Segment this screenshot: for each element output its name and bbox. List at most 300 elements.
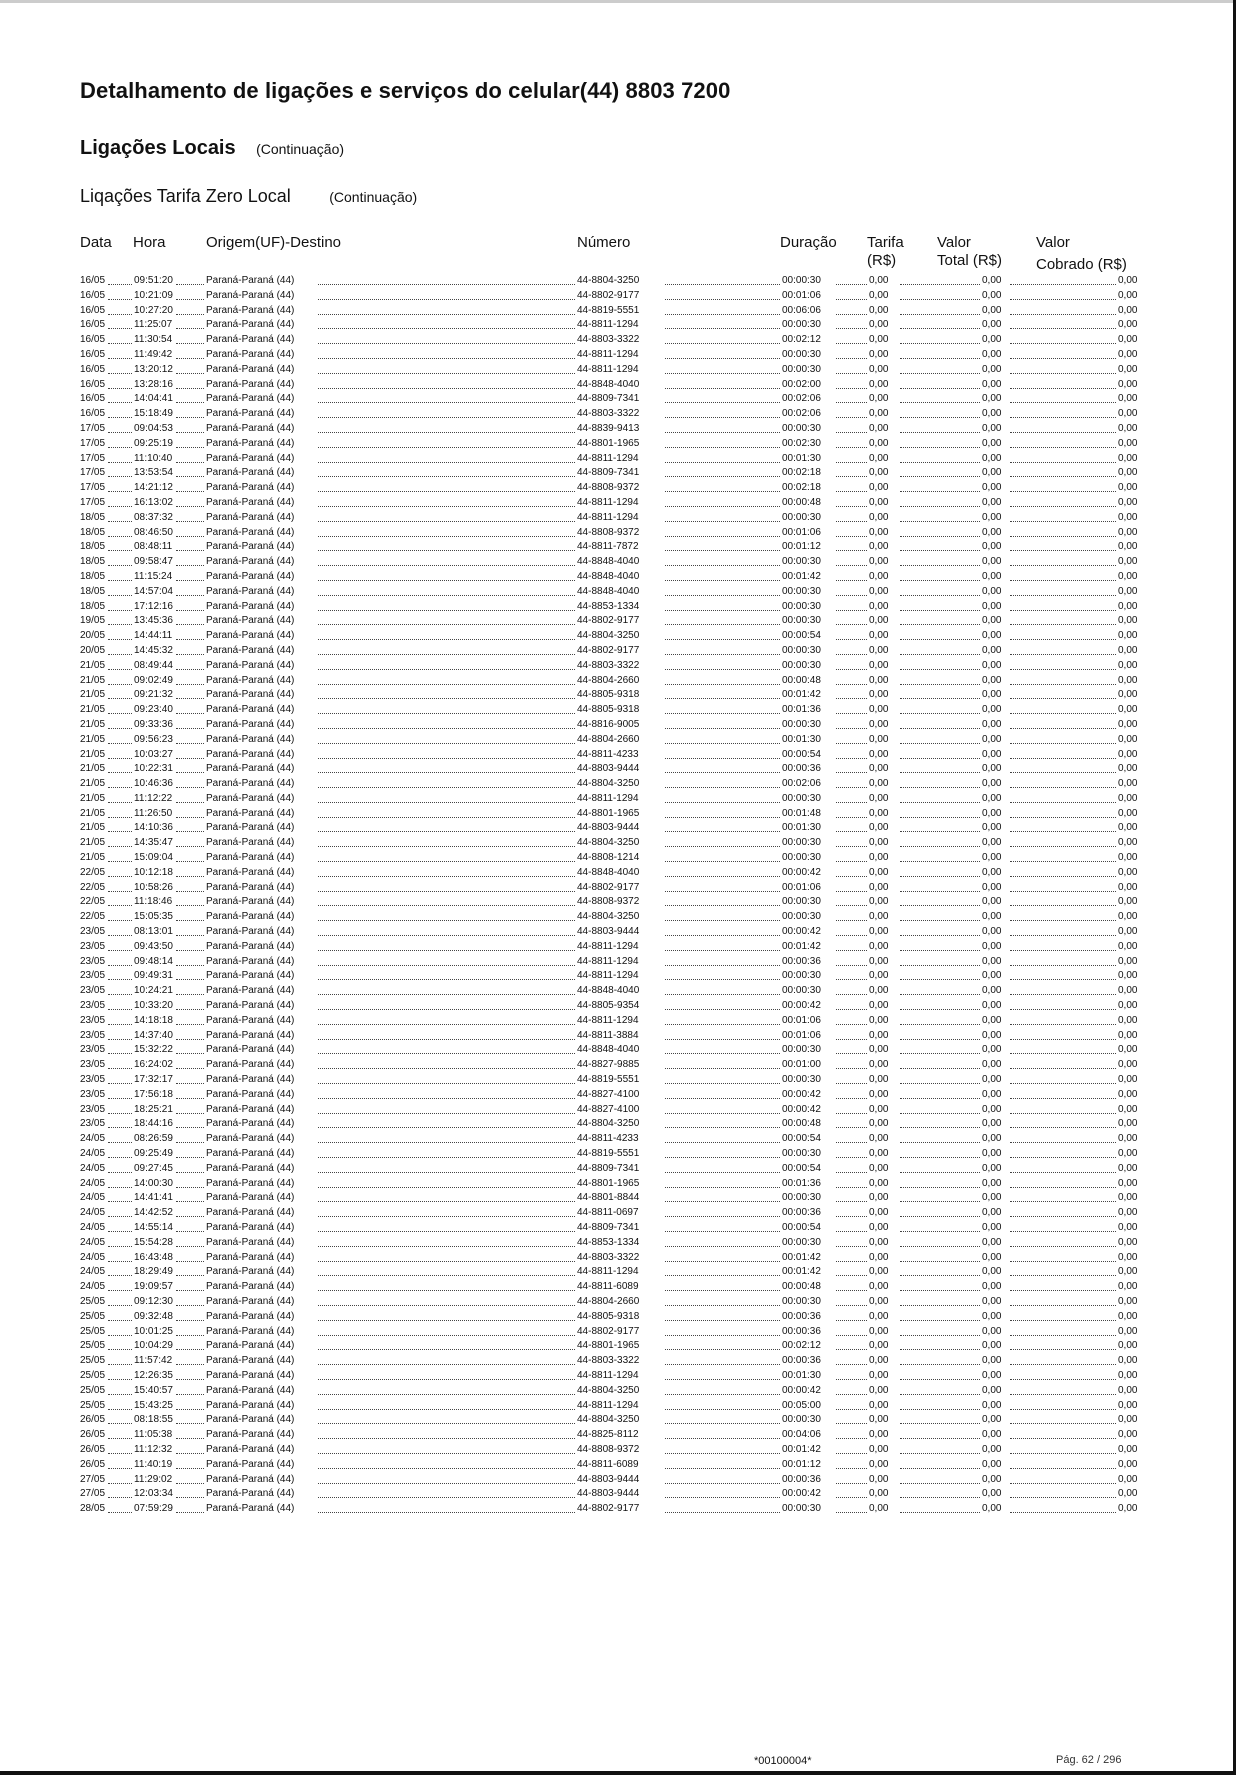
dot-leader bbox=[665, 698, 780, 699]
cell-data: 22/05 bbox=[80, 896, 106, 908]
dot-leader bbox=[176, 1497, 204, 1498]
dot-leader bbox=[108, 1335, 132, 1336]
dot-leader bbox=[836, 565, 867, 566]
dot-leader bbox=[836, 432, 867, 433]
cell-hora: 15:40:57 bbox=[134, 1384, 173, 1396]
dot-leader bbox=[1010, 1453, 1116, 1454]
cell-origem: Paraná-Paraná (44) bbox=[206, 763, 295, 775]
dot-leader bbox=[176, 772, 204, 773]
dot-leader bbox=[108, 1127, 132, 1128]
dot-leader bbox=[318, 624, 575, 625]
dot-leader bbox=[836, 1157, 867, 1158]
table-row bbox=[0, 999, 1236, 1014]
dot-leader bbox=[836, 965, 867, 966]
dot-leader bbox=[1010, 1142, 1116, 1143]
dot-leader bbox=[900, 1468, 980, 1469]
cell-duracao: 00:01:36 bbox=[782, 1177, 821, 1189]
cell-duracao: 00:00:30 bbox=[782, 1074, 821, 1086]
cell-tarifa: 0,00 bbox=[869, 556, 889, 568]
dot-leader bbox=[836, 506, 867, 507]
dot-leader bbox=[900, 314, 980, 315]
cell-data: 25/05 bbox=[80, 1355, 106, 1367]
cell-valor-cobrado: 0,00 bbox=[1118, 348, 1138, 360]
dot-leader bbox=[665, 536, 780, 537]
cell-tarifa: 0,00 bbox=[869, 911, 889, 923]
cell-origem: Paraná-Paraná (44) bbox=[206, 970, 295, 982]
dot-leader bbox=[318, 876, 575, 877]
cell-data: 25/05 bbox=[80, 1399, 106, 1411]
dot-leader bbox=[836, 447, 867, 448]
cell-numero: 44-8805-9318 bbox=[577, 1310, 640, 1322]
dot-leader bbox=[836, 876, 867, 877]
cell-valor-total: 0,00 bbox=[982, 630, 1002, 642]
dot-leader bbox=[900, 550, 980, 551]
cell-origem: Paraná-Paraná (44) bbox=[206, 319, 295, 331]
table-row bbox=[0, 1384, 1236, 1399]
dot-leader bbox=[836, 1335, 867, 1336]
cell-duracao: 00:00:36 bbox=[782, 1473, 821, 1485]
dot-leader bbox=[176, 758, 204, 759]
cell-tarifa: 0,00 bbox=[869, 319, 889, 331]
table-row bbox=[0, 836, 1236, 851]
cell-data: 27/05 bbox=[80, 1473, 106, 1485]
dot-leader bbox=[318, 506, 575, 507]
cell-numero: 44-8803-9444 bbox=[577, 1488, 640, 1500]
dot-leader bbox=[1010, 284, 1116, 285]
cell-tarifa: 0,00 bbox=[869, 1414, 889, 1426]
cell-numero: 44-8808-9372 bbox=[577, 526, 640, 538]
cell-tarifa: 0,00 bbox=[869, 1148, 889, 1160]
cell-numero: 44-8804-3250 bbox=[577, 275, 640, 286]
cell-numero: 44-8819-5551 bbox=[577, 1074, 640, 1086]
table-row bbox=[0, 792, 1236, 807]
dot-leader bbox=[665, 1512, 780, 1513]
cell-duracao: 00:00:30 bbox=[782, 556, 821, 568]
cell-numero: 44-8808-9372 bbox=[577, 896, 640, 908]
dot-leader bbox=[836, 314, 867, 315]
cell-origem: Paraná-Paraná (44) bbox=[206, 1236, 295, 1248]
dot-leader bbox=[900, 876, 980, 877]
cell-tarifa: 0,00 bbox=[869, 1503, 889, 1515]
cell-numero: 44-8801-8844 bbox=[577, 1192, 640, 1204]
dot-leader bbox=[176, 861, 204, 862]
cell-hora: 14:57:04 bbox=[134, 585, 173, 597]
dot-leader bbox=[1010, 462, 1116, 463]
table-row bbox=[0, 1177, 1236, 1192]
dot-leader bbox=[836, 743, 867, 744]
dot-leader bbox=[318, 891, 575, 892]
dot-leader bbox=[1010, 1068, 1116, 1069]
dot-leader bbox=[900, 787, 980, 788]
cell-tarifa: 0,00 bbox=[869, 1103, 889, 1115]
dot-leader bbox=[176, 1068, 204, 1069]
cell-hora: 15:18:49 bbox=[134, 408, 173, 420]
cell-valor-total: 0,00 bbox=[982, 1310, 1002, 1322]
dot-leader bbox=[665, 328, 780, 329]
dot-leader bbox=[665, 580, 780, 581]
dot-leader bbox=[318, 758, 575, 759]
cell-data: 18/05 bbox=[80, 570, 106, 582]
cell-valor-cobrado: 0,00 bbox=[1118, 881, 1138, 893]
table-row bbox=[0, 821, 1236, 836]
dot-leader bbox=[900, 536, 980, 537]
cell-data: 18/05 bbox=[80, 541, 106, 553]
dot-leader bbox=[318, 1246, 575, 1247]
cell-tarifa: 0,00 bbox=[869, 348, 889, 360]
dot-leader bbox=[108, 876, 132, 877]
dot-leader bbox=[318, 831, 575, 832]
dot-leader bbox=[836, 491, 867, 492]
cell-origem: Paraná-Paraná (44) bbox=[206, 1414, 295, 1426]
cell-tarifa: 0,00 bbox=[869, 792, 889, 804]
dot-leader bbox=[665, 1113, 780, 1114]
dot-leader bbox=[318, 1453, 575, 1454]
dot-leader bbox=[836, 1113, 867, 1114]
cell-valor-cobrado: 0,00 bbox=[1118, 792, 1138, 804]
dot-leader bbox=[900, 1349, 980, 1350]
dot-leader bbox=[900, 698, 980, 699]
cell-duracao: 00:00:42 bbox=[782, 1000, 821, 1012]
dot-leader bbox=[108, 639, 132, 640]
table-row bbox=[0, 289, 1236, 304]
cell-tarifa: 0,00 bbox=[869, 955, 889, 967]
cell-tarifa: 0,00 bbox=[869, 704, 889, 716]
dot-leader bbox=[665, 1320, 780, 1321]
dot-leader bbox=[318, 920, 575, 921]
column-header-tarifa-unit: (R$) bbox=[867, 252, 897, 269]
dot-leader bbox=[108, 1394, 132, 1395]
cell-hora: 10:21:09 bbox=[134, 289, 173, 301]
dot-leader bbox=[318, 1349, 575, 1350]
cell-valor-total: 0,00 bbox=[982, 1059, 1002, 1071]
cell-hora: 17:56:18 bbox=[134, 1088, 173, 1100]
dot-leader bbox=[108, 314, 132, 315]
dot-leader bbox=[108, 846, 132, 847]
dot-leader bbox=[836, 861, 867, 862]
cell-duracao: 00:04:06 bbox=[782, 1429, 821, 1441]
cell-valor-total: 0,00 bbox=[982, 704, 1002, 716]
dot-leader bbox=[665, 432, 780, 433]
cell-duracao: 00:00:36 bbox=[782, 763, 821, 775]
dot-leader bbox=[836, 713, 867, 714]
dot-leader bbox=[900, 1409, 980, 1410]
cell-valor-cobrado: 0,00 bbox=[1118, 1118, 1138, 1130]
cell-valor-total: 0,00 bbox=[982, 526, 1002, 538]
table-row bbox=[0, 481, 1236, 496]
cell-valor-cobrado: 0,00 bbox=[1118, 837, 1138, 849]
cell-valor-cobrado: 0,00 bbox=[1118, 1355, 1138, 1367]
dot-leader bbox=[900, 595, 980, 596]
cell-numero: 44-8811-1294 bbox=[577, 1014, 639, 1026]
dot-leader bbox=[176, 402, 204, 403]
dot-leader bbox=[665, 314, 780, 315]
cell-numero: 44-8804-2660 bbox=[577, 1295, 640, 1307]
cell-valor-cobrado: 0,00 bbox=[1118, 1074, 1138, 1086]
cell-valor-cobrado: 0,00 bbox=[1118, 600, 1138, 612]
cell-valor-cobrado: 0,00 bbox=[1118, 807, 1138, 819]
subsection-title: Liqações Tarifa Zero Local bbox=[80, 186, 291, 206]
cell-valor-total: 0,00 bbox=[982, 970, 1002, 982]
dot-leader bbox=[665, 1083, 780, 1084]
cell-tarifa: 0,00 bbox=[869, 837, 889, 849]
dot-leader bbox=[665, 713, 780, 714]
cell-tarifa: 0,00 bbox=[869, 570, 889, 582]
dot-leader bbox=[318, 417, 575, 418]
dot-leader bbox=[836, 1275, 867, 1276]
table-row bbox=[0, 1280, 1236, 1295]
cell-valor-cobrado: 0,00 bbox=[1118, 570, 1138, 582]
cell-data: 22/05 bbox=[80, 866, 106, 878]
cell-origem: Paraná-Paraná (44) bbox=[206, 1443, 295, 1455]
dot-leader bbox=[108, 1468, 132, 1469]
dot-leader bbox=[900, 654, 980, 655]
dot-leader bbox=[900, 1201, 980, 1202]
cell-origem: Paraná-Paraná (44) bbox=[206, 304, 295, 316]
dot-leader bbox=[665, 1453, 780, 1454]
table-row bbox=[0, 1162, 1236, 1177]
dot-leader bbox=[900, 284, 980, 285]
dot-leader bbox=[176, 1039, 204, 1040]
dot-leader bbox=[176, 580, 204, 581]
dot-leader bbox=[318, 1394, 575, 1395]
cell-valor-total: 0,00 bbox=[982, 659, 1002, 671]
cell-tarifa: 0,00 bbox=[869, 689, 889, 701]
cell-valor-cobrado: 0,00 bbox=[1118, 556, 1138, 568]
dot-leader bbox=[900, 1009, 980, 1010]
cell-valor-total: 0,00 bbox=[982, 1207, 1002, 1219]
cell-valor-cobrado: 0,00 bbox=[1118, 334, 1138, 346]
dot-leader bbox=[318, 373, 575, 374]
cell-tarifa: 0,00 bbox=[869, 496, 889, 508]
cell-numero: 44-8804-3250 bbox=[577, 1118, 640, 1130]
dot-leader bbox=[108, 684, 132, 685]
dot-leader bbox=[836, 624, 867, 625]
cell-hora: 14:37:40 bbox=[134, 1029, 173, 1041]
dot-leader bbox=[665, 1394, 780, 1395]
cell-origem: Paraná-Paraná (44) bbox=[206, 778, 295, 790]
cell-valor-total: 0,00 bbox=[982, 289, 1002, 301]
cell-tarifa: 0,00 bbox=[869, 422, 889, 434]
cell-data: 21/05 bbox=[80, 852, 106, 864]
table-row bbox=[0, 392, 1236, 407]
dot-leader bbox=[665, 373, 780, 374]
dot-leader bbox=[900, 1024, 980, 1025]
cell-duracao: 00:00:42 bbox=[782, 1088, 821, 1100]
dot-leader bbox=[318, 1320, 575, 1321]
dot-leader bbox=[900, 728, 980, 729]
cell-duracao: 00:00:30 bbox=[782, 970, 821, 982]
dot-leader bbox=[318, 1187, 575, 1188]
cell-data: 24/05 bbox=[80, 1236, 106, 1248]
table-row bbox=[0, 452, 1236, 467]
dot-leader bbox=[108, 758, 132, 759]
table-row bbox=[0, 1058, 1236, 1073]
cell-duracao: 00:00:42 bbox=[782, 926, 821, 938]
dot-leader bbox=[176, 299, 204, 300]
dot-leader bbox=[665, 861, 780, 862]
cell-valor-total: 0,00 bbox=[982, 940, 1002, 952]
dot-leader bbox=[1010, 950, 1116, 951]
dot-leader bbox=[836, 1423, 867, 1424]
cell-valor-cobrado: 0,00 bbox=[1118, 763, 1138, 775]
cell-valor-cobrado: 0,00 bbox=[1118, 926, 1138, 938]
dot-leader bbox=[665, 1127, 780, 1128]
dot-leader bbox=[1010, 1468, 1116, 1469]
cell-origem: Paraná-Paraná (44) bbox=[206, 807, 295, 819]
cell-duracao: 00:00:48 bbox=[782, 674, 821, 686]
cell-tarifa: 0,00 bbox=[869, 630, 889, 642]
dot-leader bbox=[1010, 358, 1116, 359]
cell-valor-total: 0,00 bbox=[982, 1192, 1002, 1204]
cell-hora: 07:59:29 bbox=[134, 1503, 173, 1515]
dot-leader bbox=[1010, 758, 1116, 759]
cell-origem: Paraná-Paraná (44) bbox=[206, 689, 295, 701]
cell-valor-cobrado: 0,00 bbox=[1118, 363, 1138, 375]
dot-leader bbox=[1010, 373, 1116, 374]
cell-data: 17/05 bbox=[80, 452, 106, 464]
cell-hora: 14:21:12 bbox=[134, 482, 173, 494]
cell-hora: 14:18:18 bbox=[134, 1014, 173, 1026]
cell-hora: 09:04:53 bbox=[134, 422, 173, 434]
dot-leader bbox=[836, 328, 867, 329]
cell-duracao: 00:01:06 bbox=[782, 526, 821, 538]
cell-numero: 44-8839-9413 bbox=[577, 422, 640, 434]
cell-duracao: 00:00:30 bbox=[782, 837, 821, 849]
dot-leader bbox=[318, 1497, 575, 1498]
footer-page-number: Pág. 62 / 296 bbox=[1056, 1754, 1122, 1766]
table-row bbox=[0, 644, 1236, 659]
table-row bbox=[0, 437, 1236, 452]
cell-hora: 08:18:55 bbox=[134, 1414, 173, 1426]
cell-tarifa: 0,00 bbox=[869, 1384, 889, 1396]
table-row bbox=[0, 1399, 1236, 1414]
dot-leader bbox=[1010, 1275, 1116, 1276]
dot-leader bbox=[665, 521, 780, 522]
dot-leader bbox=[1010, 1483, 1116, 1484]
dot-leader bbox=[108, 1157, 132, 1158]
cell-data: 24/05 bbox=[80, 1177, 106, 1189]
cell-data: 21/05 bbox=[80, 822, 106, 834]
table-row bbox=[0, 733, 1236, 748]
cell-duracao: 00:01:12 bbox=[782, 541, 821, 553]
table-row bbox=[0, 1295, 1236, 1310]
dot-leader bbox=[318, 905, 575, 906]
dot-leader bbox=[836, 1098, 867, 1099]
dot-leader bbox=[1010, 639, 1116, 640]
cell-valor-cobrado: 0,00 bbox=[1118, 496, 1138, 508]
cell-valor-total: 0,00 bbox=[982, 807, 1002, 819]
cell-data: 18/05 bbox=[80, 585, 106, 597]
dot-leader bbox=[900, 1098, 980, 1099]
dot-leader bbox=[665, 1172, 780, 1173]
cell-numero: 44-8848-4040 bbox=[577, 378, 640, 390]
subsection-continuation: (Continuação) bbox=[329, 189, 418, 205]
dot-leader bbox=[1010, 1364, 1116, 1365]
cell-duracao: 00:00:30 bbox=[782, 792, 821, 804]
footer-document-code: *00100004* bbox=[754, 1755, 812, 1767]
cell-origem: Paraná-Paraná (44) bbox=[206, 896, 295, 908]
cell-valor-cobrado: 0,00 bbox=[1118, 1044, 1138, 1056]
cell-numero: 44-8804-3250 bbox=[577, 911, 640, 923]
cell-duracao: 00:00:54 bbox=[782, 1133, 821, 1145]
cell-valor-cobrado: 0,00 bbox=[1118, 511, 1138, 523]
cell-duracao: 00:01:30 bbox=[782, 452, 821, 464]
cell-data: 28/05 bbox=[80, 1503, 106, 1515]
dot-leader bbox=[318, 1098, 575, 1099]
cell-origem: Paraná-Paraná (44) bbox=[206, 1029, 295, 1041]
cell-valor-total: 0,00 bbox=[982, 1414, 1002, 1426]
dot-leader bbox=[176, 1468, 204, 1469]
cell-valor-cobrado: 0,00 bbox=[1118, 1192, 1138, 1204]
dot-leader bbox=[900, 713, 980, 714]
cell-data: 16/05 bbox=[80, 304, 106, 316]
table-row bbox=[0, 1473, 1236, 1488]
dot-leader bbox=[836, 388, 867, 389]
dot-leader bbox=[176, 728, 204, 729]
dot-leader bbox=[176, 476, 204, 477]
cell-duracao: 00:00:54 bbox=[782, 1162, 821, 1174]
dot-leader bbox=[836, 979, 867, 980]
dot-leader bbox=[1010, 491, 1116, 492]
dot-leader bbox=[176, 1246, 204, 1247]
cell-duracao: 00:00:36 bbox=[782, 1325, 821, 1337]
cell-tarifa: 0,00 bbox=[869, 1429, 889, 1441]
scan-edge-bottom bbox=[0, 1771, 1236, 1775]
cell-origem: Paraná-Paraná (44) bbox=[206, 881, 295, 893]
dot-leader bbox=[108, 1423, 132, 1424]
dot-leader bbox=[176, 1423, 204, 1424]
cell-data: 21/05 bbox=[80, 792, 106, 804]
cell-origem: Paraná-Paraná (44) bbox=[206, 1059, 295, 1071]
cell-valor-cobrado: 0,00 bbox=[1118, 1340, 1138, 1352]
cell-duracao: 00:00:42 bbox=[782, 1103, 821, 1115]
dot-leader bbox=[1010, 1394, 1116, 1395]
dot-leader bbox=[836, 831, 867, 832]
cell-valor-total: 0,00 bbox=[982, 1088, 1002, 1100]
cell-valor-cobrado: 0,00 bbox=[1118, 1059, 1138, 1071]
dot-leader bbox=[176, 462, 204, 463]
dot-leader bbox=[318, 950, 575, 951]
cell-hora: 10:03:27 bbox=[134, 748, 173, 760]
cell-data: 26/05 bbox=[80, 1458, 106, 1470]
cell-hora: 10:33:20 bbox=[134, 1000, 173, 1012]
dot-leader bbox=[1010, 610, 1116, 611]
cell-valor-cobrado: 0,00 bbox=[1118, 1281, 1138, 1293]
dot-leader bbox=[665, 1246, 780, 1247]
cell-data: 24/05 bbox=[80, 1251, 106, 1263]
dot-leader bbox=[1010, 1261, 1116, 1262]
cell-data: 16/05 bbox=[80, 319, 106, 331]
cell-origem: Paraná-Paraná (44) bbox=[206, 1251, 295, 1263]
dot-leader bbox=[900, 758, 980, 759]
cell-hora: 09:27:45 bbox=[134, 1162, 173, 1174]
section-title: Ligações Locais bbox=[80, 137, 236, 159]
dot-leader bbox=[108, 506, 132, 507]
dot-leader bbox=[1010, 402, 1116, 403]
dot-leader bbox=[836, 846, 867, 847]
dot-leader bbox=[176, 506, 204, 507]
dot-leader bbox=[1010, 521, 1116, 522]
dot-leader bbox=[318, 284, 575, 285]
dot-leader bbox=[108, 1039, 132, 1040]
table-row bbox=[0, 555, 1236, 570]
cell-tarifa: 0,00 bbox=[869, 940, 889, 952]
dot-leader bbox=[176, 1379, 204, 1380]
cell-valor-total: 0,00 bbox=[982, 275, 1002, 286]
dot-leader bbox=[665, 1335, 780, 1336]
dot-leader bbox=[108, 1142, 132, 1143]
cell-valor-cobrado: 0,00 bbox=[1118, 718, 1138, 730]
